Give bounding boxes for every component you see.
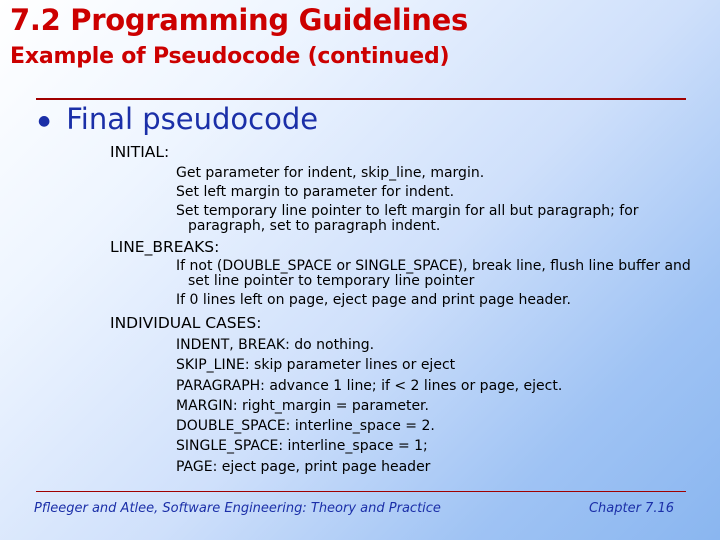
pseudocode-line: If not (DOUBLE_SPACE or SINGLE_SPACE), break line, flush line buffer and set line pointer to temporary line pointer xyxy=(176,258,691,289)
line-list xyxy=(176,259,710,310)
pseudocode-line: MARGIN: right_margin = parameter. xyxy=(176,397,429,414)
pseudocode-line: Set temporary line pointer to left margin for all but paragraph; for paragraph, set to paragraph indent. xyxy=(176,203,639,234)
pseudocode-line: INDENT, BREAK: do nothing. xyxy=(176,337,375,353)
section-label: LINE_BREAKS: xyxy=(110,238,220,256)
slide-title: 7.2 Programming Guidelines xyxy=(10,3,468,37)
footer-divider xyxy=(36,491,686,492)
bullet-heading xyxy=(38,100,318,140)
pseudocode-line: Get parameter for indent, skip_line, margin. xyxy=(176,165,485,181)
slide-subtitle: Example of Pseudocode (continued) xyxy=(10,44,450,69)
pseudocode-line: DOUBLE_SPACE: interline_space = 2. xyxy=(176,418,435,435)
pseudocode-line: SKIP_LINE: skip parameter lines or eject xyxy=(176,357,456,374)
pseudocode-line: If 0 lines left on page, eject page and print page header. xyxy=(176,292,571,308)
pseudocode-content xyxy=(110,142,710,477)
bullet-icon: ● xyxy=(38,113,51,129)
pseudocode-line: PARAGRAPH: advance 1 line; if < 2 lines or page, eject. xyxy=(176,377,563,394)
section-label: INITIAL: xyxy=(110,143,170,161)
pseudocode-line: SINGLE_SPACE: interline_space = 1; xyxy=(176,438,428,455)
footer-citation: Pfleeger and Atlee, Software Engineering: Theory and Practice xyxy=(34,501,441,516)
pseudocode-line: PAGE: eject page, print page header xyxy=(176,458,431,475)
bullet-text: Final pseudocode xyxy=(66,102,319,136)
pseudocode-line: Set left margin to parameter for indent. xyxy=(176,184,455,200)
footer-chapter: Chapter 7.16 xyxy=(588,501,674,516)
section-line-breaks xyxy=(110,237,710,310)
section-initial xyxy=(110,142,710,234)
line-list xyxy=(176,164,710,234)
section-label: INDIVIDUAL CASES: xyxy=(110,314,262,332)
section-individual-cases xyxy=(110,313,710,477)
line-list xyxy=(176,335,710,477)
